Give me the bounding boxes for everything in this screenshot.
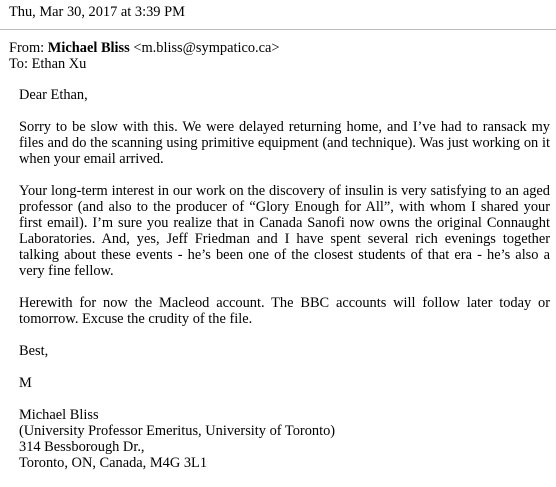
sender-email[interactable]: <m.bliss@sympatico.ca> — [133, 40, 280, 56]
body-paragraph-2: Your long-term interest in our work on the discovery of insulin is very satisfying to an aged professor (and also to the producer of “Glory Enough for All”, with whom I shared your first email). I’m sure you realize that in Canada Sanofi now owns the original Connaught Laboratories. And, yes, Jeff Friedman and I have spent several rich evenings together talking about these events - he’s been one of the closest students of that era - he’s also a very fine fellow. — [19, 183, 550, 279]
to-line — [9, 56, 86, 72]
signature-name: Michael Bliss — [19, 407, 99, 423]
to-label: To: — [9, 56, 28, 72]
body-paragraph-1: Sorry to be slow with this. We were delayed returning home, and I’ve had to ransack my files and do the scanning using primitive equipment (and technique). Was just working on it when your email arrived. — [19, 119, 550, 167]
from-line — [9, 40, 280, 56]
sender-name: Michael Bliss — [47, 40, 130, 56]
signature-street: 314 Bessborough Dr., — [19, 439, 145, 455]
greeting: Dear Ethan, — [19, 87, 88, 103]
signature-title: (University Professor Emeritus, University of Toronto) — [19, 423, 336, 439]
message-body — [19, 87, 550, 487]
recipient-name: Ethan Xu — [31, 56, 87, 72]
from-label: From: — [9, 40, 45, 56]
header-divider — [0, 29, 556, 30]
body-paragraph-3: Herewith for now the Macleod account. The BBC accounts will follow later today or tomorrow. Excuse the crudity of the file. — [19, 295, 550, 327]
signature-block — [19, 407, 550, 471]
closing: Best, — [19, 343, 49, 359]
signature-city: Toronto, ON, Canada, M4G 3L1 — [19, 455, 208, 471]
sent-date: Thu, Mar 30, 2017 at 3:39 PM — [9, 4, 185, 20]
sender-initial: M — [19, 375, 32, 391]
